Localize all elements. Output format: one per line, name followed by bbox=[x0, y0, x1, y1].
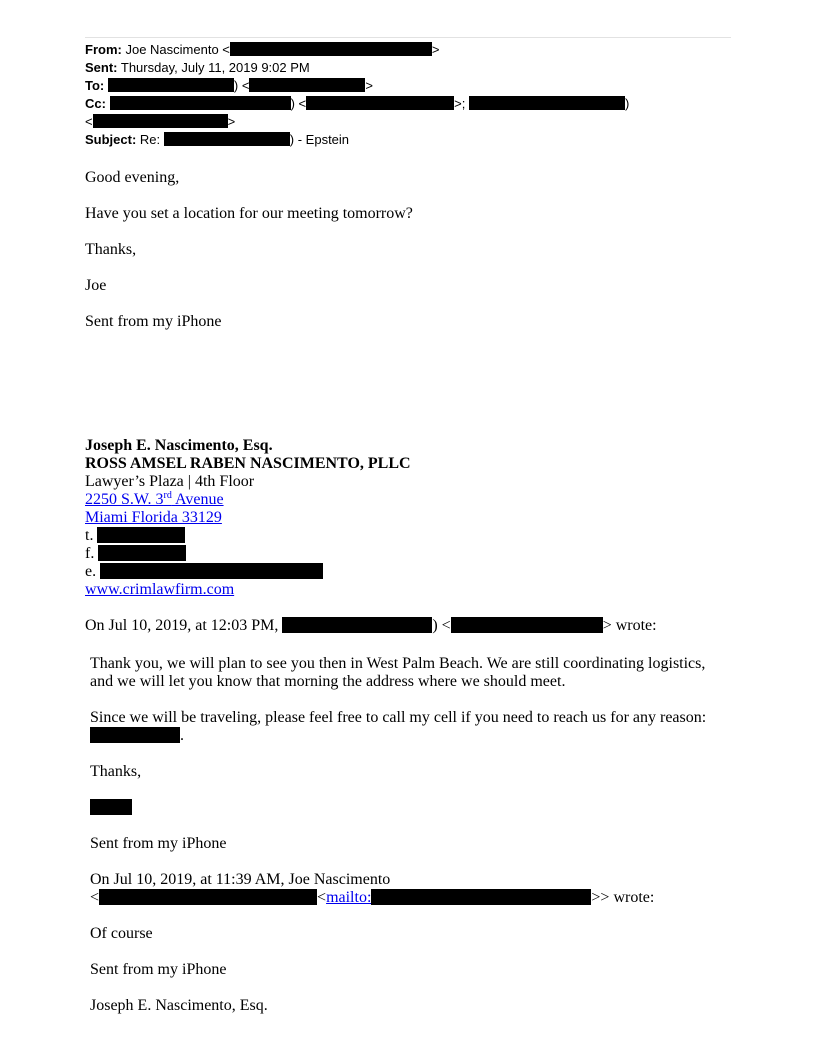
quoted-intro2-line2 bbox=[90, 889, 654, 907]
from-close: > bbox=[431, 42, 440, 57]
email-label: e. bbox=[85, 563, 97, 580]
signature-firm: ROSS AMSEL RABEN NASCIMENTO, PLLC bbox=[85, 455, 411, 472]
subject-suffix: ) - Epstein bbox=[289, 132, 350, 147]
redaction-from-email bbox=[230, 42, 432, 56]
address-street: 2250 S.W. 3 bbox=[85, 491, 164, 508]
redaction-cc-name-2 bbox=[469, 96, 625, 110]
quoted-signoff bbox=[90, 799, 132, 817]
quoted-intro bbox=[85, 617, 657, 635]
redaction-cc-email-2 bbox=[93, 114, 228, 128]
redaction-to-email bbox=[249, 78, 365, 92]
redaction-to-name bbox=[108, 78, 234, 92]
redaction-email bbox=[100, 563, 323, 579]
quoted-para1-line1: Thank you, we will plan to see you then in West Palm Beach. We are still coordinating logistics, bbox=[90, 655, 706, 672]
redaction-quoted-name bbox=[282, 617, 432, 633]
quoted-sent-from-2: Sent from my iPhone bbox=[90, 961, 227, 978]
signature-building: Lawyer’s Plaza | 4th Floor bbox=[85, 473, 255, 490]
quoted-intro-wrote: > wrote: bbox=[602, 617, 657, 634]
from-label: From: bbox=[85, 42, 122, 57]
sent-value: Thursday, July 11, 2019 9:02 PM bbox=[120, 60, 310, 75]
sender-name: Joe bbox=[85, 277, 107, 294]
signature-name: Joseph E. Nascimento, Esq. bbox=[85, 437, 273, 454]
to-label: To: bbox=[85, 78, 105, 93]
redaction-phone bbox=[97, 527, 185, 543]
to-line bbox=[85, 77, 373, 95]
sent-from: Sent from my iPhone bbox=[85, 313, 222, 330]
address-link[interactable] bbox=[85, 491, 224, 509]
from-name: Joe Nascimento < bbox=[125, 42, 230, 57]
cc-separator-2: >; bbox=[454, 96, 466, 111]
intro2-lt: < bbox=[317, 889, 327, 906]
quoted-sig-name: Joseph E. Nascimento, Esq. bbox=[90, 997, 268, 1014]
cc-line-2 bbox=[85, 113, 235, 131]
header-divider bbox=[85, 37, 731, 38]
quoted-of-course: Of course bbox=[90, 925, 153, 942]
subject-line bbox=[85, 131, 349, 149]
thanks: Thanks, bbox=[85, 241, 137, 258]
website-link[interactable]: www.crimlawfirm.com bbox=[85, 581, 235, 598]
redaction-quoted-email bbox=[451, 617, 603, 633]
cc-separator-1: ) < bbox=[290, 96, 307, 111]
greeting: Good evening, bbox=[85, 169, 180, 186]
cc-label: Cc: bbox=[85, 96, 106, 111]
to-close: > bbox=[365, 78, 374, 93]
intro2-open: < bbox=[90, 889, 100, 906]
cc2-open: < bbox=[85, 114, 93, 129]
phone-line bbox=[85, 527, 185, 545]
quoted-intro-text: On Jul 10, 2019, at 12:03 PM, bbox=[85, 617, 279, 634]
para2-period: . bbox=[180, 727, 184, 744]
sent-line bbox=[85, 59, 310, 77]
phone-label: t. bbox=[85, 527, 94, 544]
mailto-link[interactable]: mailto: bbox=[326, 889, 372, 906]
from-line bbox=[85, 41, 439, 59]
email-line bbox=[85, 563, 323, 581]
subject-label: Subject: bbox=[85, 132, 137, 147]
redaction-cc-email-1 bbox=[306, 96, 454, 110]
to-separator: ) < bbox=[233, 78, 250, 93]
address-ordinal: rd bbox=[163, 490, 172, 501]
redaction-intro2-email bbox=[99, 889, 317, 905]
redaction-subject bbox=[164, 132, 290, 146]
subject-prefix: Re: bbox=[139, 132, 161, 147]
cc2-close: > bbox=[227, 114, 236, 129]
fax-line bbox=[85, 545, 186, 563]
redaction-signoff-name bbox=[90, 799, 132, 815]
quoted-para2-line1: Since we will be traveling, please feel free to call my cell if you need to reach us for any reason: bbox=[90, 709, 707, 726]
quoted-thanks: Thanks, bbox=[90, 763, 142, 780]
redaction-intro2-mailto bbox=[371, 889, 591, 905]
quoted-sent-from: Sent from my iPhone bbox=[90, 835, 227, 852]
question: Have you set a location for our meeting tomorrow? bbox=[85, 205, 413, 222]
intro2-wrote: >> wrote: bbox=[591, 889, 655, 906]
address-avenue: Avenue bbox=[171, 491, 224, 508]
sent-label: Sent: bbox=[85, 60, 118, 75]
cc-line bbox=[85, 95, 629, 113]
cc-close: ) bbox=[624, 96, 630, 111]
quoted-intro2-line1: On Jul 10, 2019, at 11:39 AM, Joe Nascimento bbox=[90, 871, 391, 888]
redaction-cc-name-1 bbox=[110, 96, 291, 110]
redaction-fax bbox=[98, 545, 186, 561]
quoted-intro-sep: ) < bbox=[432, 617, 451, 634]
fax-label: f. bbox=[85, 545, 95, 562]
city-link[interactable]: Miami Florida 33129 bbox=[85, 509, 222, 526]
quoted-para2-line2 bbox=[90, 727, 184, 745]
quoted-para1-line2: and we will let you know that morning the address where we should meet. bbox=[90, 673, 566, 690]
redaction-cell-number bbox=[90, 727, 180, 743]
